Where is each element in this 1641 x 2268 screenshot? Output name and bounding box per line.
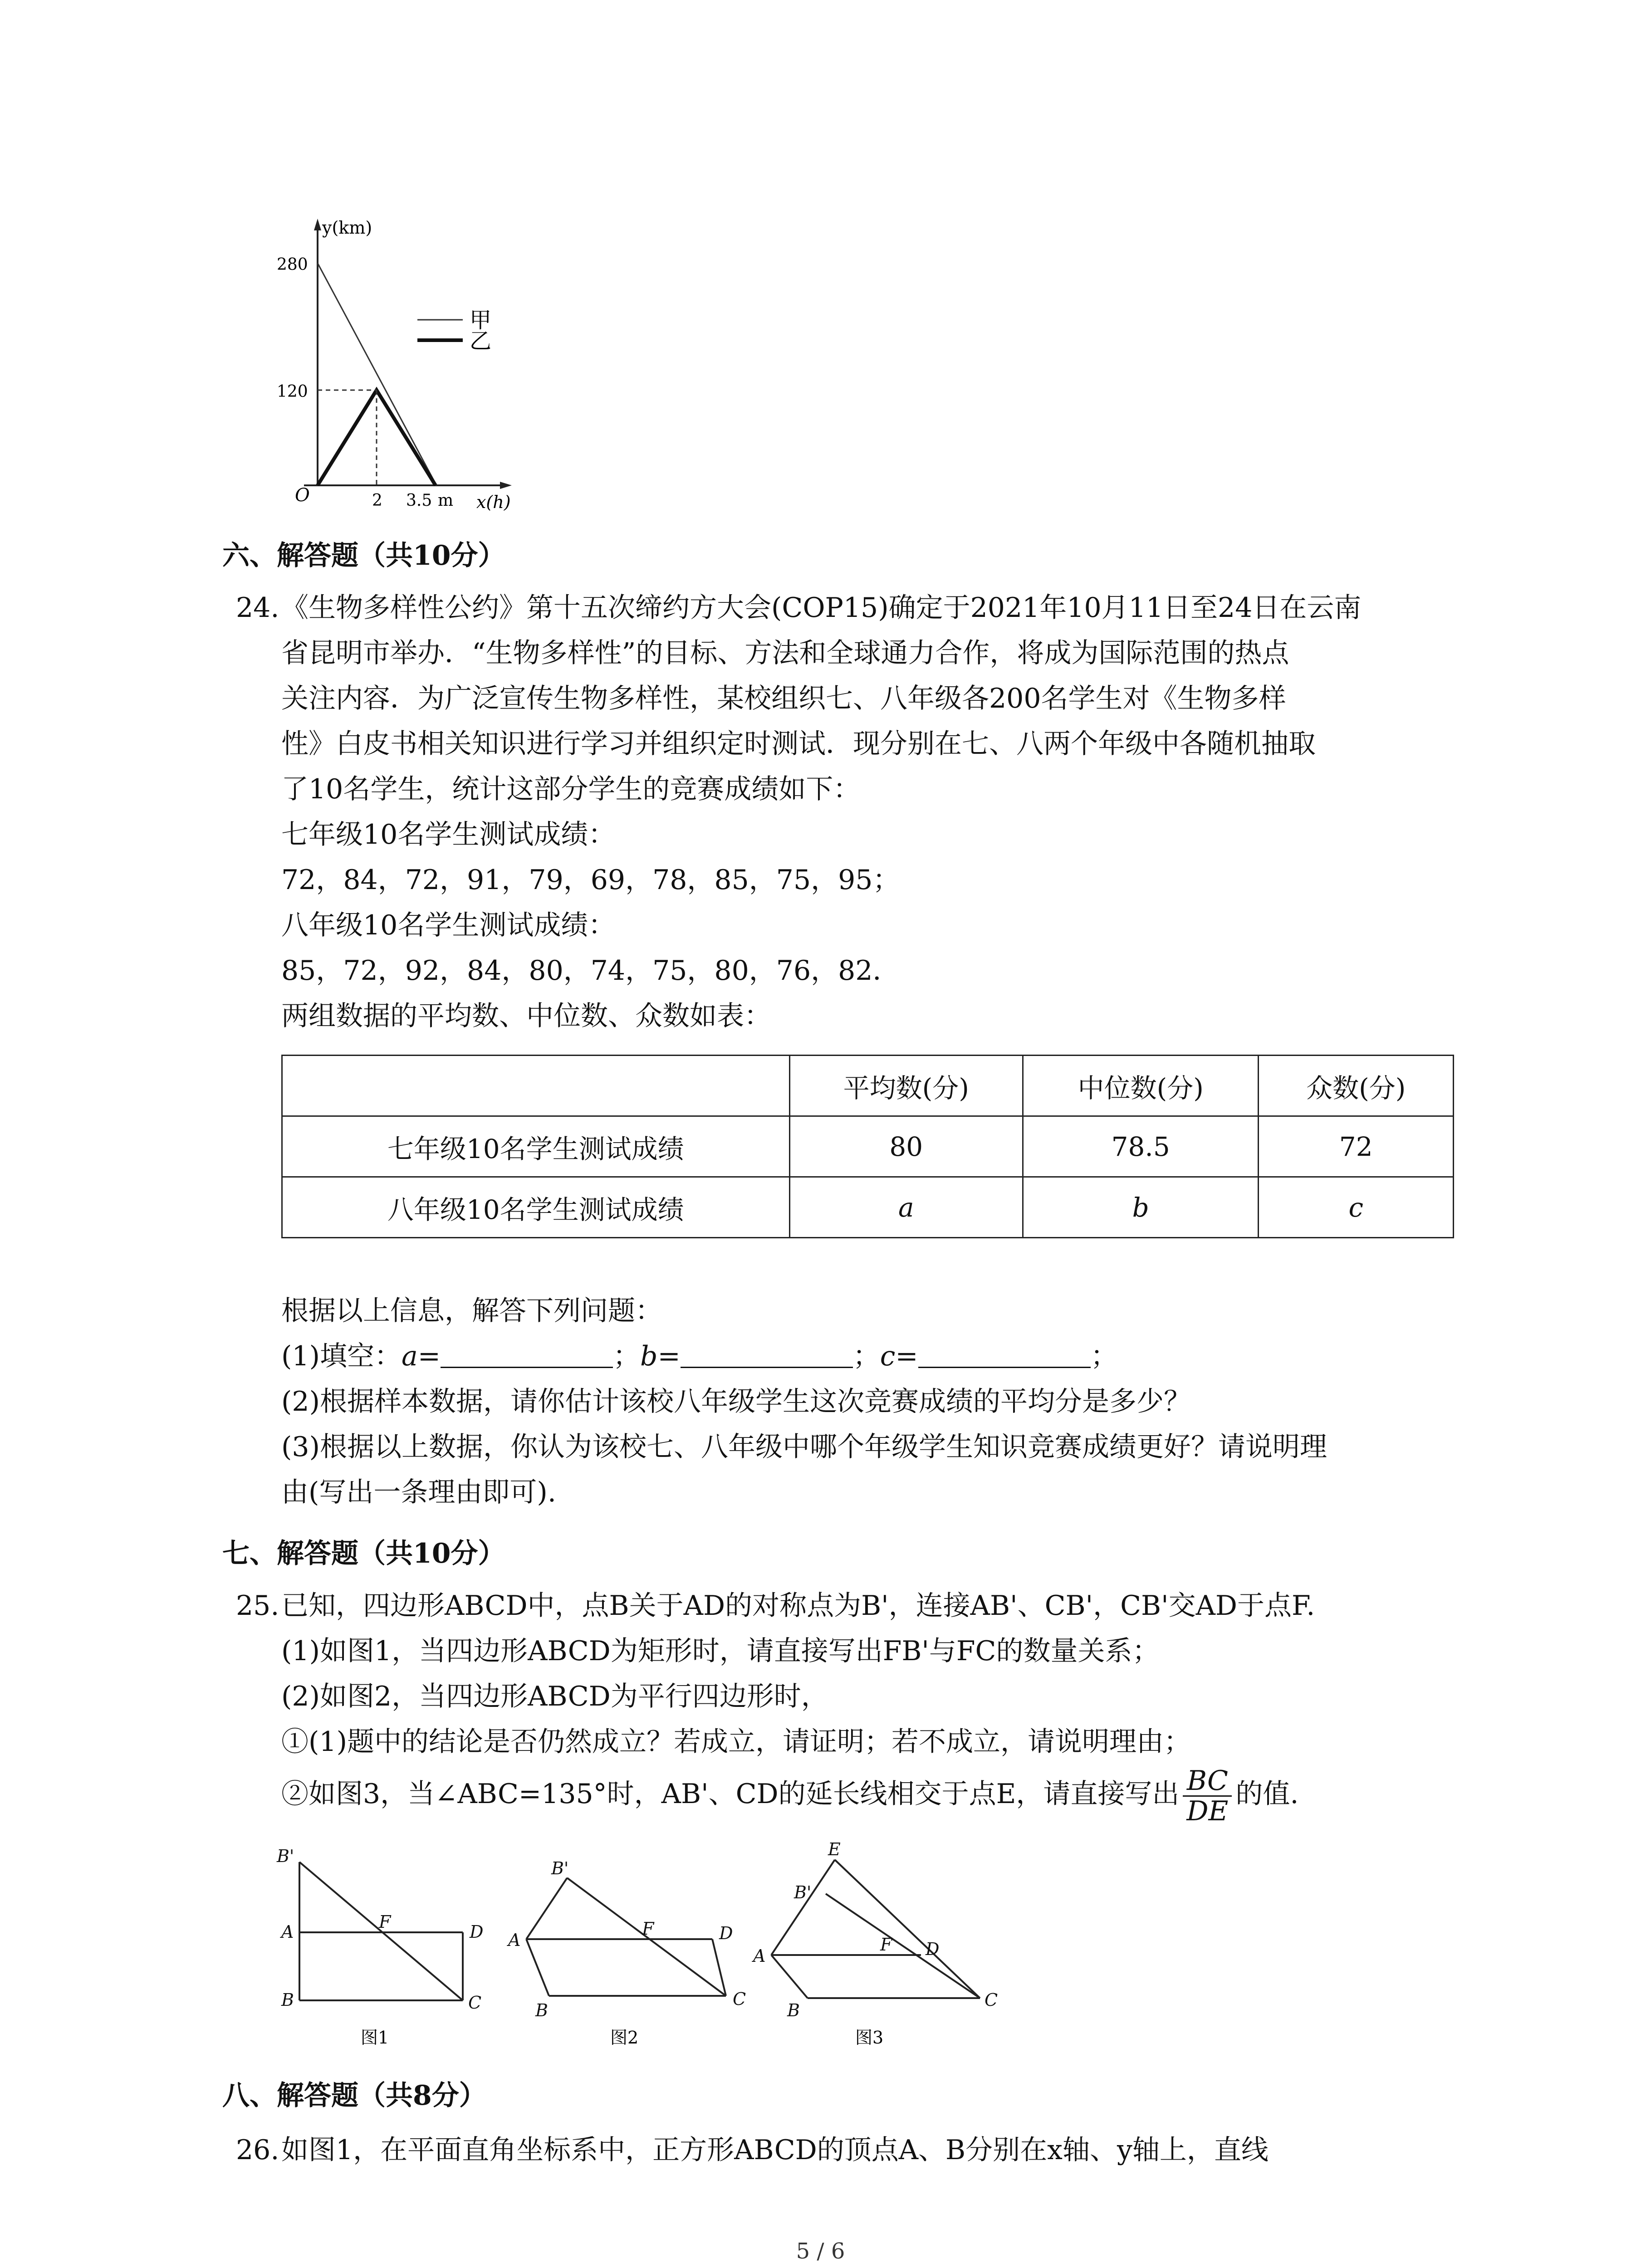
separator: ； <box>613 1340 641 1372</box>
x-tick-2: 2 <box>372 491 382 510</box>
y-tick-280: 280 <box>277 255 308 274</box>
fig3-label-b: B <box>787 2000 800 2020</box>
answer-blank-b[interactable] <box>681 1341 853 1368</box>
part2-2-suffix: 的值. <box>1235 1778 1299 1810</box>
table-header-cell: 平均数(分) <box>789 1056 1023 1116</box>
page-number: 5 / 6 <box>796 2239 845 2264</box>
fig2-label-d: D <box>719 1923 733 1943</box>
table-cell: b <box>1023 1177 1258 1238</box>
table-cell: 七年级10名学生测试成绩 <box>282 1116 790 1177</box>
x-axis-arrow <box>500 482 512 489</box>
legend-jia: 甲 <box>470 308 492 333</box>
table-cell: 80 <box>789 1116 1023 1177</box>
part1-prefix: (1)填空： <box>281 1340 402 1372</box>
answer-blank-a[interactable] <box>441 1341 613 1368</box>
label-c: c= <box>880 1340 918 1372</box>
part2-2-prefix: ②如图3，当∠ABC=135°时，AB'、CD的延长线相交于点E，请直接写出 <box>281 1778 1180 1810</box>
grade8-label: 八年级10名学生测试成绩： <box>281 909 616 941</box>
q26-line-1: 如图1，在平面直角坐标系中，正方形ABCD的顶点A、B分别在x轴、y轴上，直线 <box>281 2134 1269 2166</box>
section-8-title: 八、解答题（共8分） <box>222 2080 486 2112</box>
section-7-title: 七、解答题（共10分） <box>222 1538 505 1569</box>
table-header-row <box>282 1056 1454 1116</box>
x-axis-label: x(h) <box>476 492 511 512</box>
q25-part-2-1: ①(1)题中的结论是否仍然成立？若成立，请证明；若不成立，请说明理由； <box>281 1726 1191 1758</box>
q25-part-2: (2)如图2，当四边形ABCD为平行四边形时， <box>281 1681 828 1712</box>
q24-line-5: 了10名学生，统计这部分学生的竞赛成绩如下： <box>281 773 861 805</box>
separator: ； <box>1090 1340 1118 1372</box>
y-axis-label: y(km) <box>322 218 372 238</box>
table-cell: 78.5 <box>1023 1116 1258 1177</box>
section-6-title: 六、解答题（共10分） <box>222 540 505 572</box>
fig3-caption: 图3 <box>855 2028 884 2048</box>
fig3-label-a: A <box>753 1946 766 1966</box>
x-tick-3-5: 3.5 <box>406 491 432 510</box>
line-jia <box>318 263 436 485</box>
y-axis-arrow <box>314 219 321 230</box>
distance-time-graph <box>263 209 535 526</box>
fig3-label-e: E <box>828 1842 841 1859</box>
table-intro: 两组数据的平均数、中位数、众数如表： <box>281 1000 771 1032</box>
fig3-label-d: D <box>926 1939 940 1959</box>
fraction-denominator: DE <box>1186 1795 1229 1827</box>
fig1-label-b: B <box>281 1990 294 2010</box>
fig2-label-a: A <box>508 1930 521 1950</box>
answer-blank-c[interactable] <box>918 1341 1091 1368</box>
x-tick-m: m <box>438 491 454 510</box>
line-yi <box>318 390 436 485</box>
fig2-label-c: C <box>733 1989 746 2009</box>
table-cell: 八年级10名学生测试成绩 <box>282 1177 790 1238</box>
figure-2 <box>526 1878 726 1996</box>
fig1-label-a: A <box>281 1922 294 1942</box>
fig2-label-f: F <box>642 1919 654 1939</box>
q25-line-1: 已知，四边形ABCD中，点B关于AD的对称点为B'，连接AB'、CB'，CB'交AD于点F. <box>281 1590 1315 1622</box>
fig1-label-c: C <box>468 1993 482 2013</box>
separator: ； <box>852 1340 880 1372</box>
q24-part-3-line-1: (3)根据以上数据，你认为该校七、八年级中哪个年级学生知识竞赛成绩更好？请说明理 <box>281 1431 1327 1463</box>
fig1-label-f: F <box>379 1912 391 1932</box>
q24-line-3: 关注内容．为广泛宣传生物多样性，某校组织七、八年级各200名学生对《生物多样 <box>281 683 1286 714</box>
fraction-numerator: BC <box>1183 1766 1232 1797</box>
q25-figures <box>272 1842 1025 2055</box>
q25-number: 25. <box>236 1590 279 1622</box>
table-cell: c <box>1259 1177 1454 1238</box>
q24-number: 24. <box>236 592 279 624</box>
q26-number: 26. <box>236 2134 279 2166</box>
fig3-label-b-prime: B' <box>794 1882 812 1902</box>
q24-part-3-line-2: 由(写出一条理由即可). <box>281 1476 556 1508</box>
table-row <box>282 1177 1454 1238</box>
q24-line-2: 省昆明市举办．“生物多样性”的目标、方法和全球通力合作，将成为国际范围的热点 <box>281 637 1289 669</box>
fig1-label-d: D <box>470 1922 484 1942</box>
fig1-caption: 图1 <box>361 2028 389 2048</box>
fig3-label-f: F <box>880 1935 892 1955</box>
table-header-cell: 中位数(分) <box>1023 1056 1258 1116</box>
grade8-scores: 85，72，92，84，80，74，75，80，76，82． <box>281 955 900 987</box>
fraction-bc-de <box>1183 1766 1232 1826</box>
stats-table <box>281 1055 1454 1238</box>
q25-part-1: (1)如图1，当四边形ABCD为矩形时，请直接写出FB'与FC的数量关系； <box>281 1635 1160 1667</box>
table-cell: a <box>789 1177 1023 1238</box>
fig1-label-b-prime: B' <box>277 1846 294 1866</box>
table-cell: 72 <box>1259 1116 1454 1177</box>
label-a: a= <box>402 1340 441 1372</box>
q24-line-4: 性》白皮书相关知识进行学习并组织定时测试．现分别在七、八两个年级中各随机抽取 <box>281 728 1316 760</box>
q24-prompt: 根据以上信息，解答下列问题： <box>281 1295 662 1327</box>
fig2-label-b: B <box>535 2000 548 2020</box>
table-header-cell <box>282 1056 790 1116</box>
table-header-cell: 众数(分) <box>1259 1056 1454 1116</box>
legend-yi: 乙 <box>470 328 492 354</box>
figure-3 <box>771 1860 980 1998</box>
q24-part-2: (2)根据样本数据，请你估计该校八年级学生这次竞赛成绩的平均分是多少？ <box>281 1386 1191 1418</box>
y-tick-120: 120 <box>277 382 308 401</box>
origin-label: O <box>295 485 310 506</box>
fig2-caption: 图2 <box>610 2028 639 2048</box>
grade7-label: 七年级10名学生测试成绩： <box>281 819 616 850</box>
q25-part-2-2 <box>281 1760 1298 1828</box>
fig2-label-b-prime: B' <box>551 1858 569 1878</box>
grade7-scores: 72，84，72，91，79，69，78，85，75，95； <box>281 864 900 896</box>
q24-line-1: 《生物多样性公约》第十五次缔约方大会(COP15)确定于2021年10月11日至24日在云南 <box>281 592 1362 624</box>
label-b: b= <box>640 1340 681 1372</box>
fig3-label-c: C <box>985 1990 998 2010</box>
table-row <box>282 1116 1454 1177</box>
q24-part-1 <box>281 1334 1118 1379</box>
